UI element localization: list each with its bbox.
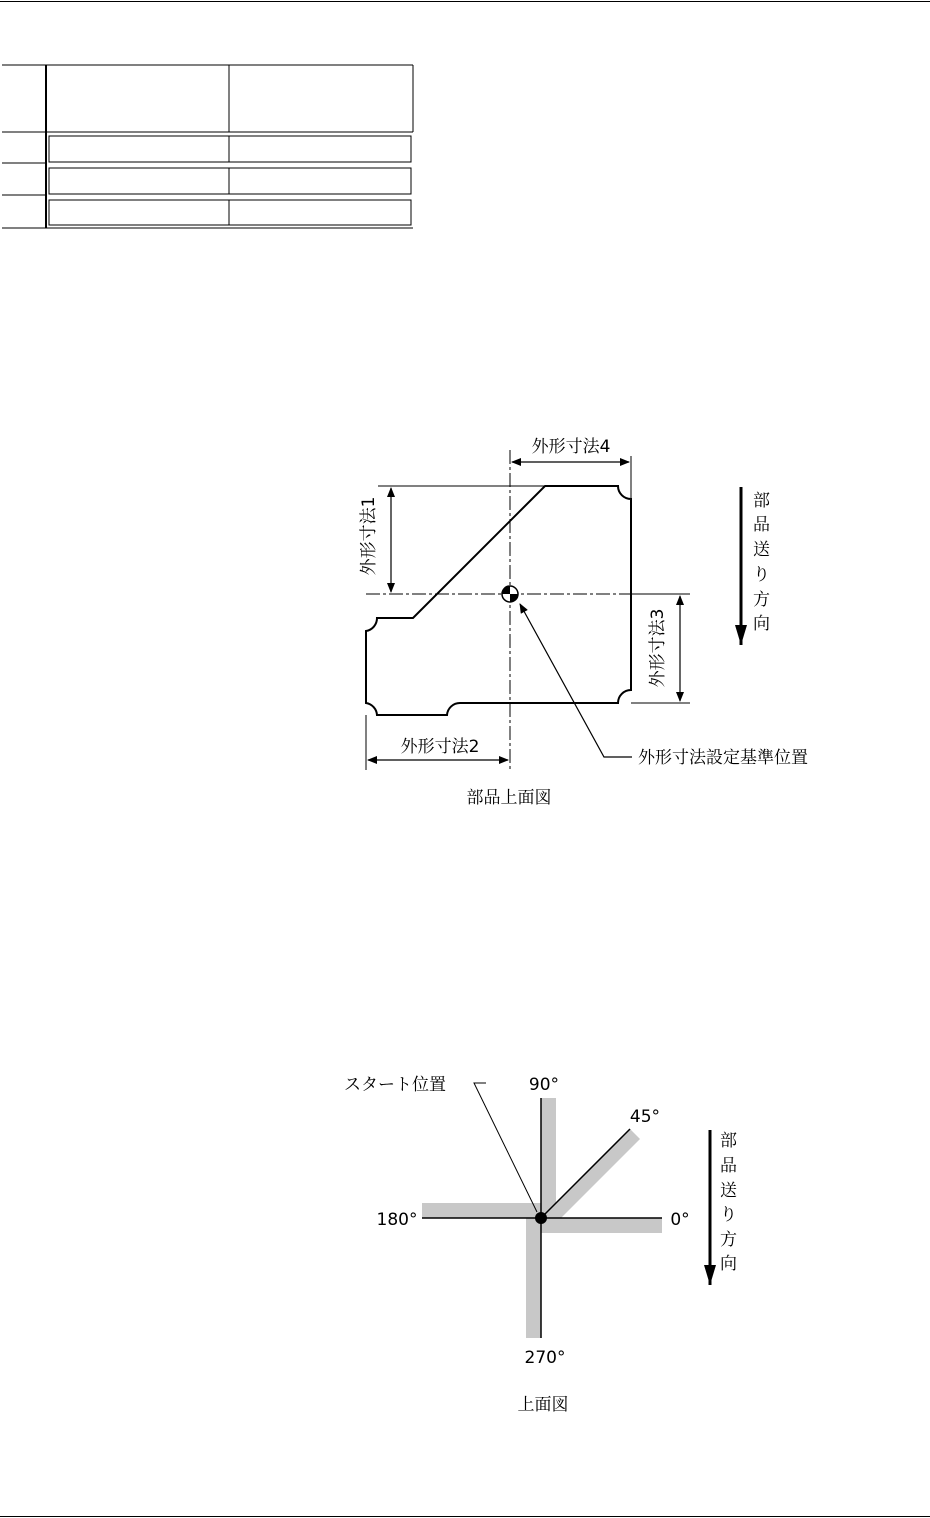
feed2-char-2: 品 bbox=[720, 1156, 737, 1176]
feed2-char-5: 方 bbox=[720, 1230, 737, 1250]
start-leader bbox=[474, 1083, 537, 1212]
feed-char-4: り bbox=[753, 565, 770, 585]
feed2-char-1: 部 bbox=[720, 1131, 737, 1151]
angle-caption: 上面図 bbox=[517, 1395, 569, 1415]
feed-char-3: 送 bbox=[753, 540, 770, 560]
feed-char-1: 部 bbox=[753, 491, 770, 511]
angle-90-label: 90° bbox=[528, 1075, 560, 1095]
feed2-char-4: り bbox=[720, 1205, 737, 1225]
feed-char-6: 向 bbox=[753, 614, 770, 634]
feed2-char-6: 向 bbox=[720, 1254, 737, 1274]
feed-char-5: 方 bbox=[753, 590, 770, 610]
feed2-char-3: 送 bbox=[720, 1181, 737, 1201]
feed-char-2: 品 bbox=[753, 515, 770, 535]
dim2-label: 外形寸法2 bbox=[400, 737, 480, 757]
feed-direction-label-2 bbox=[720, 1131, 737, 1274]
angle-270-label: 270° bbox=[524, 1348, 566, 1368]
start-point bbox=[535, 1212, 547, 1224]
dim3-label: 外形寸法3 bbox=[648, 608, 668, 688]
dim4-label: 外形寸法4 bbox=[531, 437, 611, 457]
angle-0-label: 0° bbox=[670, 1210, 690, 1230]
angle-180-label: 180° bbox=[376, 1210, 418, 1230]
angle-45-label: 45° bbox=[629, 1107, 661, 1127]
dim1-label: 外形寸法1 bbox=[359, 496, 379, 576]
outline-caption: 部品上面図 bbox=[466, 788, 552, 808]
start-label: スタート位置 bbox=[344, 1075, 446, 1095]
reference-label: 外形寸法設定基準位置 bbox=[638, 748, 808, 768]
